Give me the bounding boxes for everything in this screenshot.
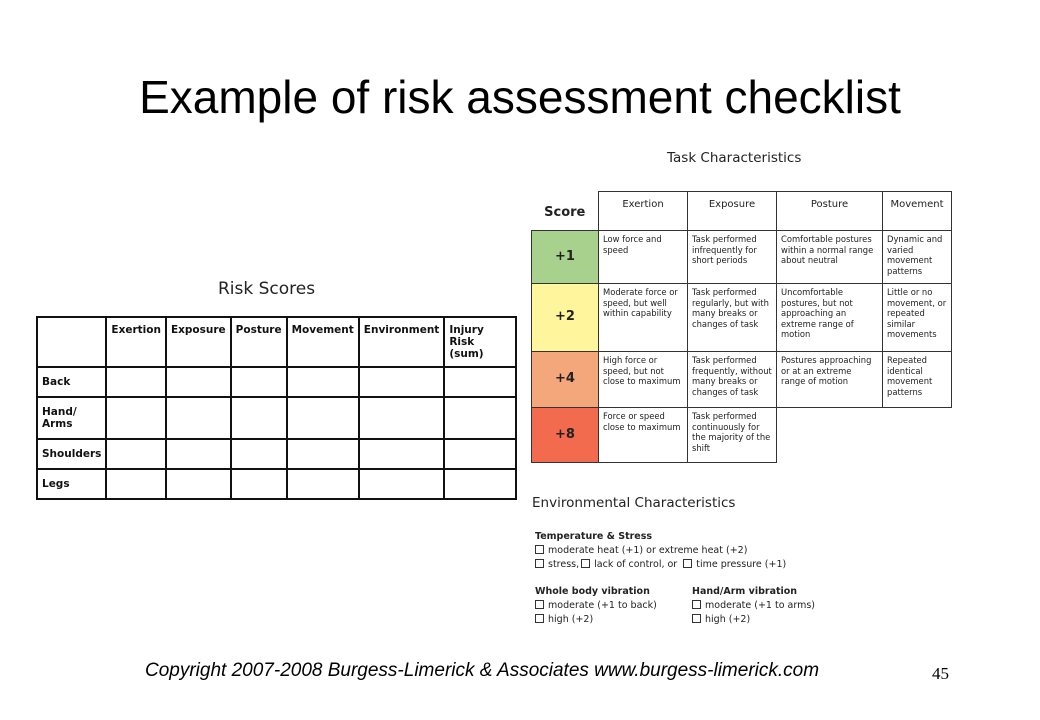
checkbox-label: high (+2)	[705, 614, 751, 625]
hand-arm-vibration-heading: Hand/Arm vibration	[692, 586, 798, 597]
risk-row-hand-arms	[37, 397, 516, 439]
score-header: Score	[544, 204, 586, 220]
risk-header-exposure: Exposure	[166, 317, 231, 367]
risk-cell	[444, 367, 516, 397]
risk-cell	[444, 397, 516, 439]
task-row-plus8	[532, 408, 952, 463]
checkbox-label: moderate (+1 to arms)	[705, 600, 816, 611]
task-header-exposure: Exposure	[688, 192, 777, 231]
task-cell: Force or speed close to maximum	[599, 408, 688, 463]
task-cell: Repeated identical movement patterns	[883, 352, 952, 408]
risk-cell	[166, 367, 231, 397]
task-cell: Task performed regularly, but with many breaks or changes of task	[688, 284, 777, 352]
checkbox-icon[interactable]	[683, 559, 692, 568]
risk-cell	[359, 469, 445, 499]
task-row-plus4	[532, 352, 952, 408]
task-cell: Moderate force or speed, but well within capability	[599, 284, 688, 352]
slide-title: Example of risk assessment checklist	[139, 71, 901, 123]
checkbox-row	[535, 558, 786, 572]
risk-header-posture: Posture	[231, 317, 287, 367]
risk-row-label: Legs	[37, 469, 106, 499]
checkbox-label: lack of control, or	[594, 559, 678, 570]
risk-scores-title: Risk Scores	[218, 279, 316, 299]
risk-cell	[287, 439, 359, 469]
risk-header-movement: Movement	[287, 317, 359, 367]
checkbox-icon[interactable]	[581, 559, 590, 568]
task-cell: Low force and speed	[599, 231, 688, 284]
risk-cell	[287, 397, 359, 439]
task-cell: Task performed continuously for the majority of the shift	[688, 408, 777, 463]
task-cell: Comfortable postures within a normal range about neutral	[777, 231, 883, 284]
task-cell: Dynamic and varied movement patterns	[883, 231, 952, 284]
risk-cell	[166, 397, 231, 439]
checkbox-icon[interactable]	[535, 614, 544, 623]
task-cell-empty	[777, 408, 883, 463]
hand-arm-vibration-section	[692, 585, 815, 627]
score-cell: +8	[532, 408, 599, 463]
checkbox-row	[535, 613, 657, 627]
risk-header-exertion: Exertion	[106, 317, 166, 367]
task-cell: High force or speed, but not close to maximum	[599, 352, 688, 408]
risk-cell	[166, 439, 231, 469]
risk-cell	[166, 469, 231, 499]
checkbox-row	[535, 544, 786, 558]
risk-cell	[359, 439, 445, 469]
risk-cell	[231, 439, 287, 469]
task-header-movement: Movement	[883, 192, 952, 231]
risk-row-label: Shoulders	[37, 439, 106, 469]
risk-row-label: Back	[37, 367, 106, 397]
checkbox-label: moderate heat (+1) or extreme heat (+2)	[548, 545, 748, 556]
task-row-plus2	[532, 284, 952, 352]
score-cell: +4	[532, 352, 599, 408]
risk-row-label: Hand/ Arms	[37, 397, 106, 439]
checkbox-label: moderate (+1 to back)	[548, 600, 657, 611]
risk-cell	[444, 439, 516, 469]
whole-body-vibration-heading: Whole body vibration	[535, 586, 650, 597]
task-cell: Task performed frequently, without many breaks or changes of task	[688, 352, 777, 408]
checkbox-icon[interactable]	[535, 545, 544, 554]
risk-header-injury-risk: Injury Risk (sum)	[444, 317, 516, 367]
checkbox-label: high (+2)	[548, 614, 594, 625]
task-row-plus1	[532, 231, 952, 284]
copyright-footer: Copyright 2007-2008 Burgess-Limerick & Associates www.burgess-limerick.com	[145, 660, 820, 681]
temperature-stress-section	[535, 530, 786, 572]
risk-scores-header-row	[37, 317, 516, 367]
risk-cell	[231, 367, 287, 397]
task-header-exertion: Exertion	[599, 192, 688, 231]
checkbox-label: stress,	[548, 559, 580, 570]
checkbox-label: time pressure (+1)	[696, 559, 787, 570]
risk-cell	[106, 439, 166, 469]
risk-row-shoulders	[37, 439, 516, 469]
whole-body-vibration-section	[535, 585, 657, 627]
task-header-row	[532, 192, 952, 231]
checkbox-icon[interactable]	[692, 600, 701, 609]
score-cell: +1	[532, 231, 599, 284]
risk-cell	[106, 469, 166, 499]
risk-cell	[231, 397, 287, 439]
task-cell: Postures approaching or at an extreme range of motion	[777, 352, 883, 408]
environmental-characteristics-title: Environmental Characteristics	[532, 495, 736, 511]
checkbox-row	[692, 599, 815, 613]
risk-header-blank	[37, 317, 106, 367]
risk-cell	[287, 367, 359, 397]
risk-row-back	[37, 367, 516, 397]
risk-header-environment: Environment	[359, 317, 445, 367]
task-cell: Task performed infrequently for short periods	[688, 231, 777, 284]
risk-cell	[359, 397, 445, 439]
risk-cell	[106, 397, 166, 439]
task-header-posture: Posture	[777, 192, 883, 231]
risk-cell	[231, 469, 287, 499]
checkbox-row	[535, 599, 657, 613]
risk-cell	[106, 367, 166, 397]
risk-row-legs	[37, 469, 516, 499]
task-cell-empty	[883, 408, 952, 463]
task-cell: Little or no movement, or repeated similar movements	[883, 284, 952, 352]
page-number: 45	[932, 664, 949, 683]
risk-cell	[444, 469, 516, 499]
task-characteristics-table	[531, 191, 952, 463]
checkbox-icon[interactable]	[535, 559, 544, 568]
risk-cell	[359, 367, 445, 397]
score-cell: +2	[532, 284, 599, 352]
checkbox-row	[692, 613, 815, 627]
temperature-stress-heading: Temperature & Stress	[535, 531, 653, 542]
checkbox-icon[interactable]	[535, 600, 544, 609]
checkbox-icon[interactable]	[692, 614, 701, 623]
risk-cell	[287, 469, 359, 499]
task-characteristics-title: Task Characteristics	[667, 150, 802, 166]
task-cell: Uncomfortable postures, but not approaching an extreme range of motion	[777, 284, 883, 352]
risk-scores-table	[36, 316, 517, 500]
